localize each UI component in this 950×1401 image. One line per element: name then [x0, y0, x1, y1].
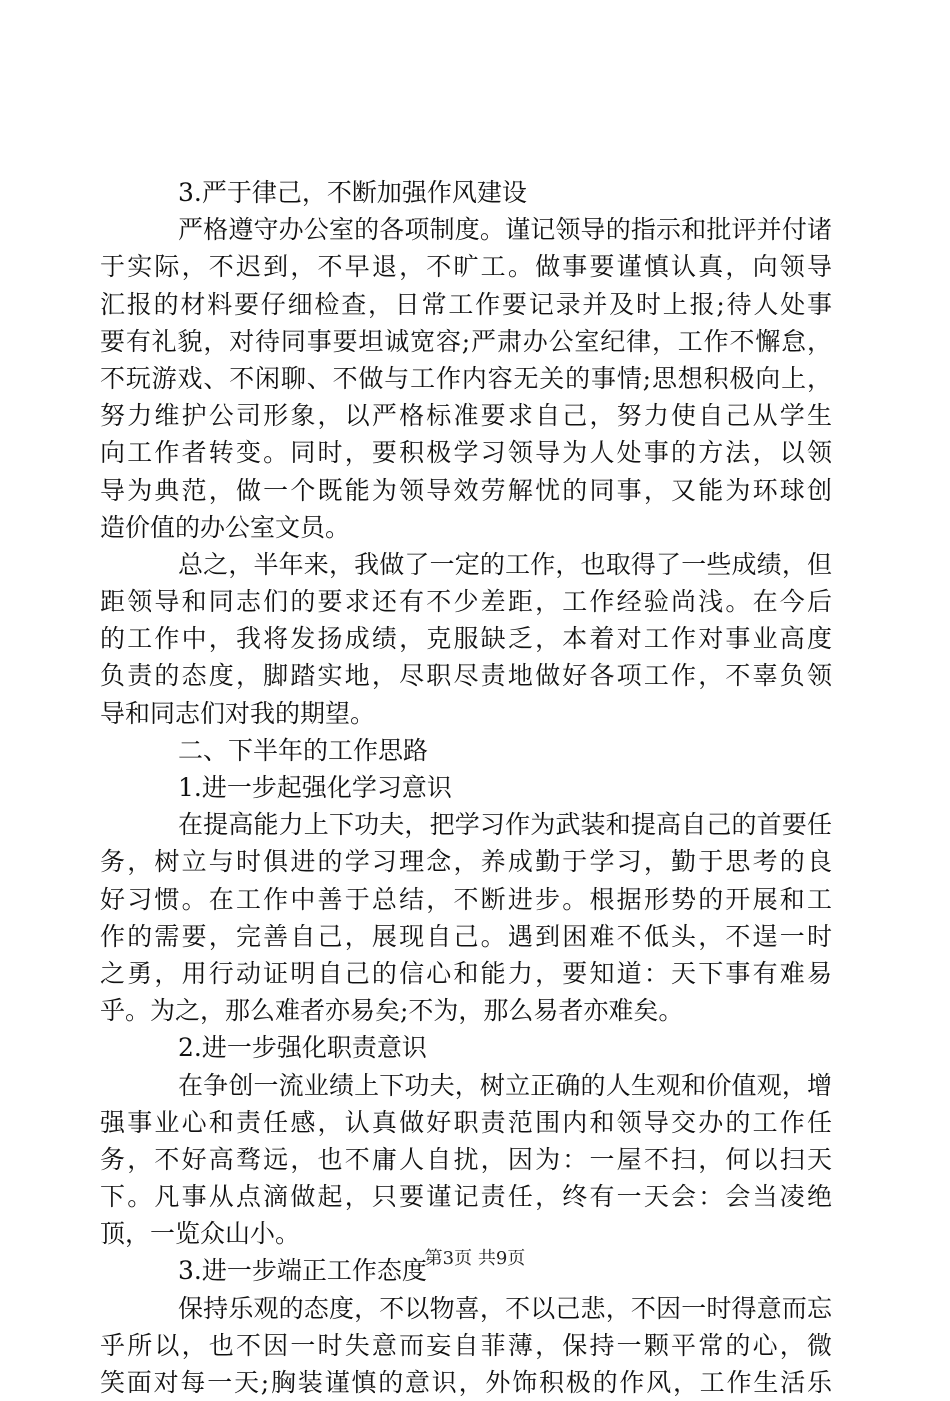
paragraph-line: 乎。为之，那么难者亦易矣;不为，那么易者亦难矣。 — [100, 996, 684, 1026]
paragraph-line: 总之，半年来，我做了一定的工作，也取得了一些成绩，但 — [178, 549, 832, 579]
paragraph-line: 距领导和同志们的要求还有不少差距，工作经验尚浅。在今后 — [100, 587, 832, 617]
paragraph-line: 顶，一览众山小。 — [100, 1219, 301, 1249]
paragraph-line: 之勇，用行动证明自己的信心和能力，要知道：天下事有难易 — [100, 958, 832, 988]
subsection-heading: 3.进一步端正工作态度 — [178, 1256, 427, 1286]
paragraph-line: 务，树立与时俱进的学习理念，养成勤于学习，勤于思考的良 — [100, 847, 832, 877]
paragraph-line: 负责的态度，脚踏实地，尽职尽责地做好各项工作，不辜负领 — [100, 661, 832, 691]
paragraph-line: 保持乐观的态度，不以物喜，不以己悲，不因一时得意而忘 — [178, 1293, 832, 1323]
section-heading: 二、下半年的工作思路 — [178, 735, 429, 765]
subsection-heading: 1.进一步起强化学习意识 — [178, 773, 452, 802]
paragraph-line: 导和同志们对我的期望。 — [100, 698, 376, 728]
paragraph-line: 务，不好高骛远，也不庸人自扰，因为：一屋不扫，何以扫天 — [100, 1144, 832, 1174]
paragraph-line: 在争创一流业绩上下功夫，树立正确的人生观和价值观，增 — [178, 1070, 832, 1100]
paragraph-line: 在提高能力上下功夫，把学习作为武装和提高自己的首要任 — [178, 810, 832, 840]
paragraph-line: 导为典范，做一个既能为领导效劳解忧的同事，又能为环球创 — [100, 475, 832, 505]
paragraph-line: 造价值的办公室文员。 — [100, 512, 351, 542]
paragraph-line: 严格遵守办公室的各项制度。谨记领导的指示和批评并付诸 — [178, 215, 832, 245]
paragraph-line: 不玩游戏、不闲聊、不做与工作内容无关的事情;思想积极向上， — [100, 363, 832, 393]
paragraph-line: 笑面对每一天;胸装谨慎的意识，外饰积极的作风，工作生活乐 — [100, 1368, 832, 1397]
paragraph-line: 下。凡事从点滴做起，只要谨记责任，终有一天会：会当凌绝 — [100, 1182, 832, 1212]
paragraph-line: 的工作中，我将发扬成绩，克服缺乏，本着对工作对事业高度 — [100, 624, 832, 654]
paragraph-line: 汇报的材料要仔细检查，日常工作要记录并及时上报;待人处事 — [100, 289, 832, 319]
page-number-footer: 第3页 共9页 — [424, 1248, 526, 1269]
paragraph-line: 乎所以，也不因一时失意而妄自菲薄，保持一颗平常的心，微 — [100, 1330, 832, 1360]
paragraph-line: 要有礼貌，对待同事要坦诚宽容;严肃办公室纪律，工作不懈怠， — [100, 326, 832, 356]
subsection-heading: 2.进一步强化职责意识 — [178, 1033, 427, 1063]
paragraph-line: 强事业心和责任感，认真做好职责范围内和领导交办的工作任 — [100, 1107, 832, 1137]
section-heading: 3.严于律己，不断加强作风建设 — [178, 178, 527, 207]
paragraph-line: 向工作者转变。同时，要积极学习领导为人处事的方法，以领 — [100, 438, 832, 468]
paragraph-line: 好习惯。在工作中善于总结，不断进步。根据形势的开展和工 — [100, 884, 832, 914]
paragraph-line: 努力维护公司形象，以严格标准要求自己，努力使自己从学生 — [100, 401, 832, 431]
paragraph-line: 作的需要，完善自己，展现自己。遇到困难不低头，不逞一时 — [100, 921, 832, 951]
document-body — [100, 174, 832, 1401]
paragraph-line: 于实际，不迟到，不早退，不旷工。做事要谨慎认真，向领导 — [100, 252, 832, 282]
